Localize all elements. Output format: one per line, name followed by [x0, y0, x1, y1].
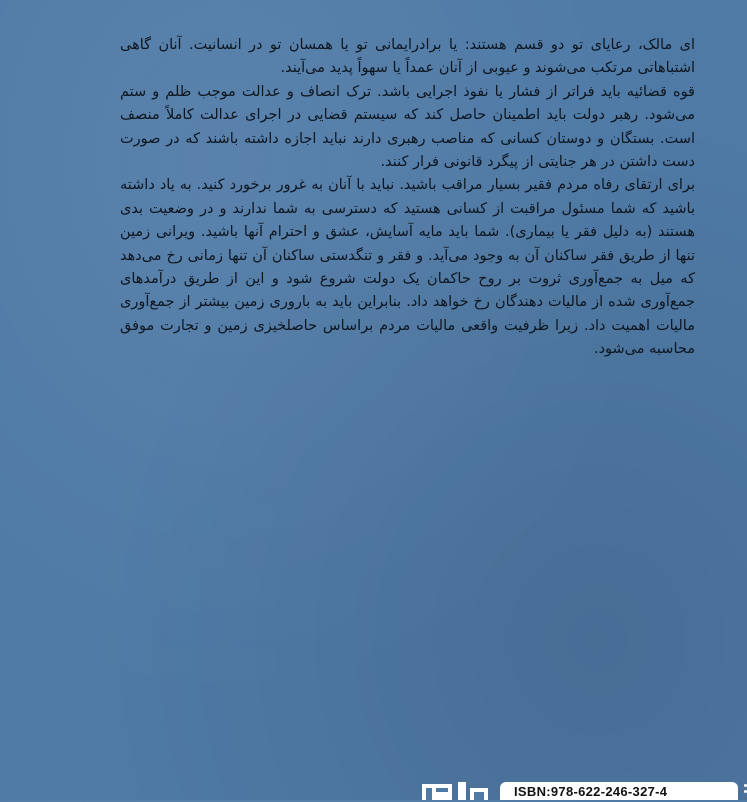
isbn-label: ISBN:978-622-246-327-4 — [500, 782, 738, 800]
back-cover-text — [120, 34, 695, 362]
paragraph-3: برای ارتقای رفاه مردم فقیر بسیار مراقب باشید. نباید با آنان به غرور برخورد کنید. به یاد داشته باشید که شما مسئول مراقبت از کسانی هستید که دسترسی به شما ندارند و در وضعیت بدی هستند (به دلیل فقر یا بیماری). شما باید مایه آسایش، عشق و احترام آنها باشید. ویرانی زمین تنها از طریق فقر ساکنان آن به وجود می‌آید. و فقر و تنگدستی ساکنان آن تنها زمانی رخ می‌دهد که میل به جمع‌آوری ثروت بر روح حاکمان یک دولت شروع شود و این از طریق درآمدهای جمع‌آوری شده از مالیات دهندگان رخ خواهد داد. بنابراین باید به باروری زمین بیشتر از جمع‌آوری مالیات اهمیت داد. زیرا ظرفیت واقعی مالیات مردم براساس حاصلخیزی زمین و تجارت موفق محاسبه می‌شود. — [120, 177, 695, 358]
isbn-area — [420, 776, 747, 800]
paragraph-1: ای مالک، رعایای تو دو قسم هستند: یا برادرایمانی تو یا همسان تو در انسانیت. آنان گاهی اشتباهاتی مرتکب می‌شوند و عیوبی از آنان عمداً یا سهواً پدید می‌آیند. — [120, 37, 695, 77]
paragraph-2: قوه قضائیه باید فراتر از فشار یا نفوذ اجرایی باشد. ترک انصاف و عدالت موجب ظلم و ستم می‌شود. رهبر دولت باید اطمینان حاصل کند که سیستم قضایی در اجرای عدالت کاملاً منصف است. بستگان و دوستان کسانی که مناصب رهبری دارند نباید اجازه داشته باشند که در صورت دست داشتن در هر جنایتی از پیگرد قانونی فرار کنند. — [120, 83, 695, 171]
publisher-logo-icon — [422, 780, 490, 800]
